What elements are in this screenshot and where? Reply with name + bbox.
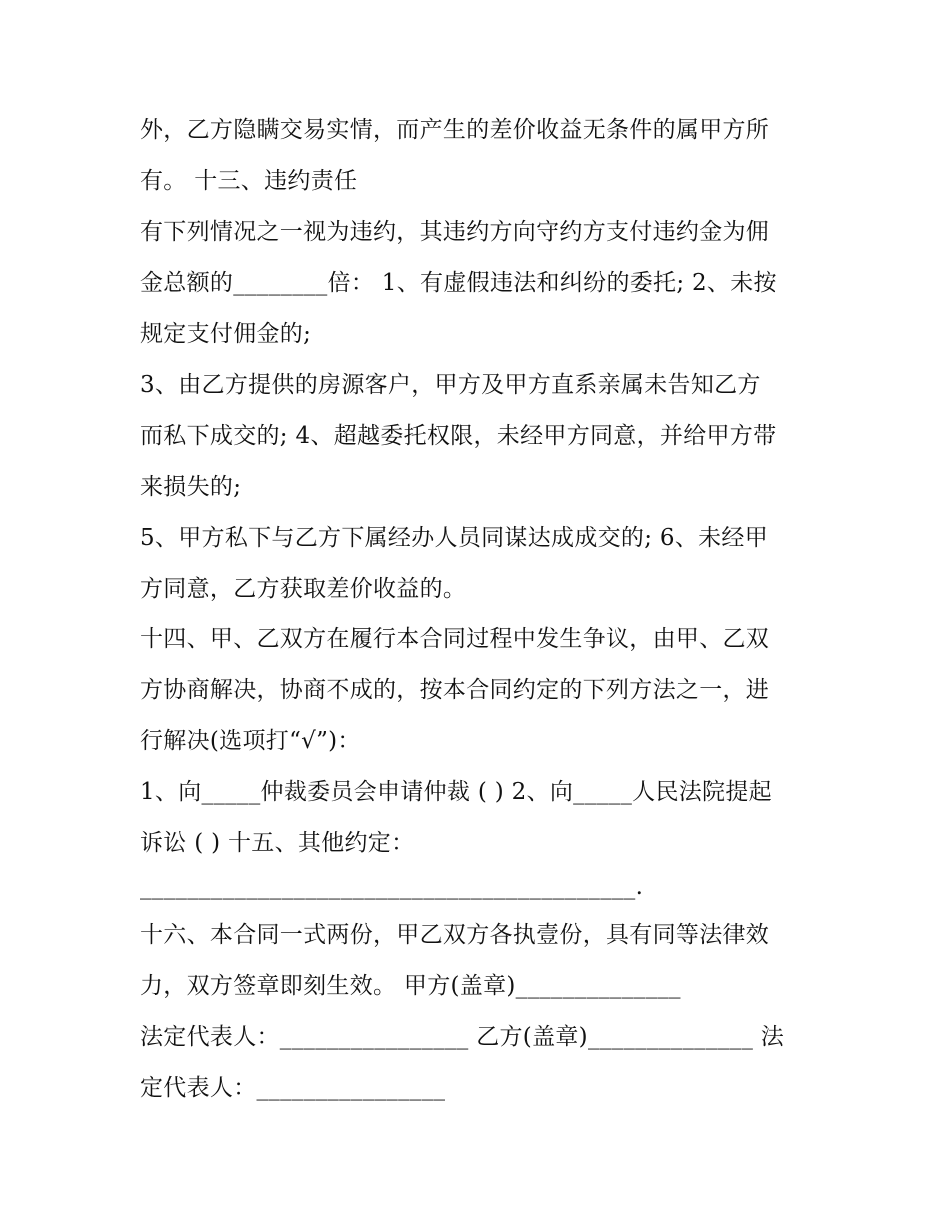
text-line-2: 有。 十三、违约责任 [140, 168, 358, 194]
text-line-1: 外，乙方隐瞒交易实情，而产生的差价收益无条件的属甲方所 [140, 117, 770, 143]
text-line-10: 方同意，乙方获取差价收益的。 [140, 576, 467, 602]
text-line-13: 行解决(选项打“√”)： [140, 728, 361, 754]
text-line-9: 5、甲方私下与乙方下属经办人员同谋达成成交的; 6、未经甲 [140, 525, 769, 551]
text-line-7: 而私下成交的; 4、超越委托权限，未经甲方同意，并给甲方带 [140, 423, 777, 449]
text-line-11: 十四、甲、乙双方在履行本合同过程中发生争议，由甲、乙双 [140, 626, 770, 652]
text-line-6: 3、由乙方提供的房源客户，甲方及甲方直系亲属未告知乙方 [140, 372, 761, 398]
text-line-12: 方协商解决，协商不成的，按本合同约定的下列方法之一，进 [140, 677, 770, 703]
text-line-17: 十六、本合同一式两份，甲乙双方各执壹份，具有同等法律效 [140, 922, 770, 948]
text-line-19: 法定代表人：________________ 乙方(盖章)______________ 法 [140, 1024, 785, 1050]
text-line-15: 诉讼 ( ) 十五、其他约定： [140, 830, 415, 856]
text-line-16: __________________________________________. [140, 874, 644, 900]
text-line-5: 规定支付佣金的; [140, 321, 312, 347]
text-line-14: 1、向_____仲裁委员会申请仲裁 ( ) 2、向_____人民法院提起 [140, 779, 772, 805]
text-line-3: 有下列情况之一视为违约，其违约方向守约方支付违约金为佣 [140, 219, 770, 245]
text-line-20: 定代表人：________________ [140, 1075, 446, 1101]
text-line-18: 力，双方签章即刻生效。 甲方(盖章)______________ [140, 973, 681, 999]
text-line-4: 金总额的________倍： 1、有虚假违法和纠纷的委托; 2、未按 [140, 270, 777, 296]
text-line-8: 来损失的; [140, 474, 242, 500]
